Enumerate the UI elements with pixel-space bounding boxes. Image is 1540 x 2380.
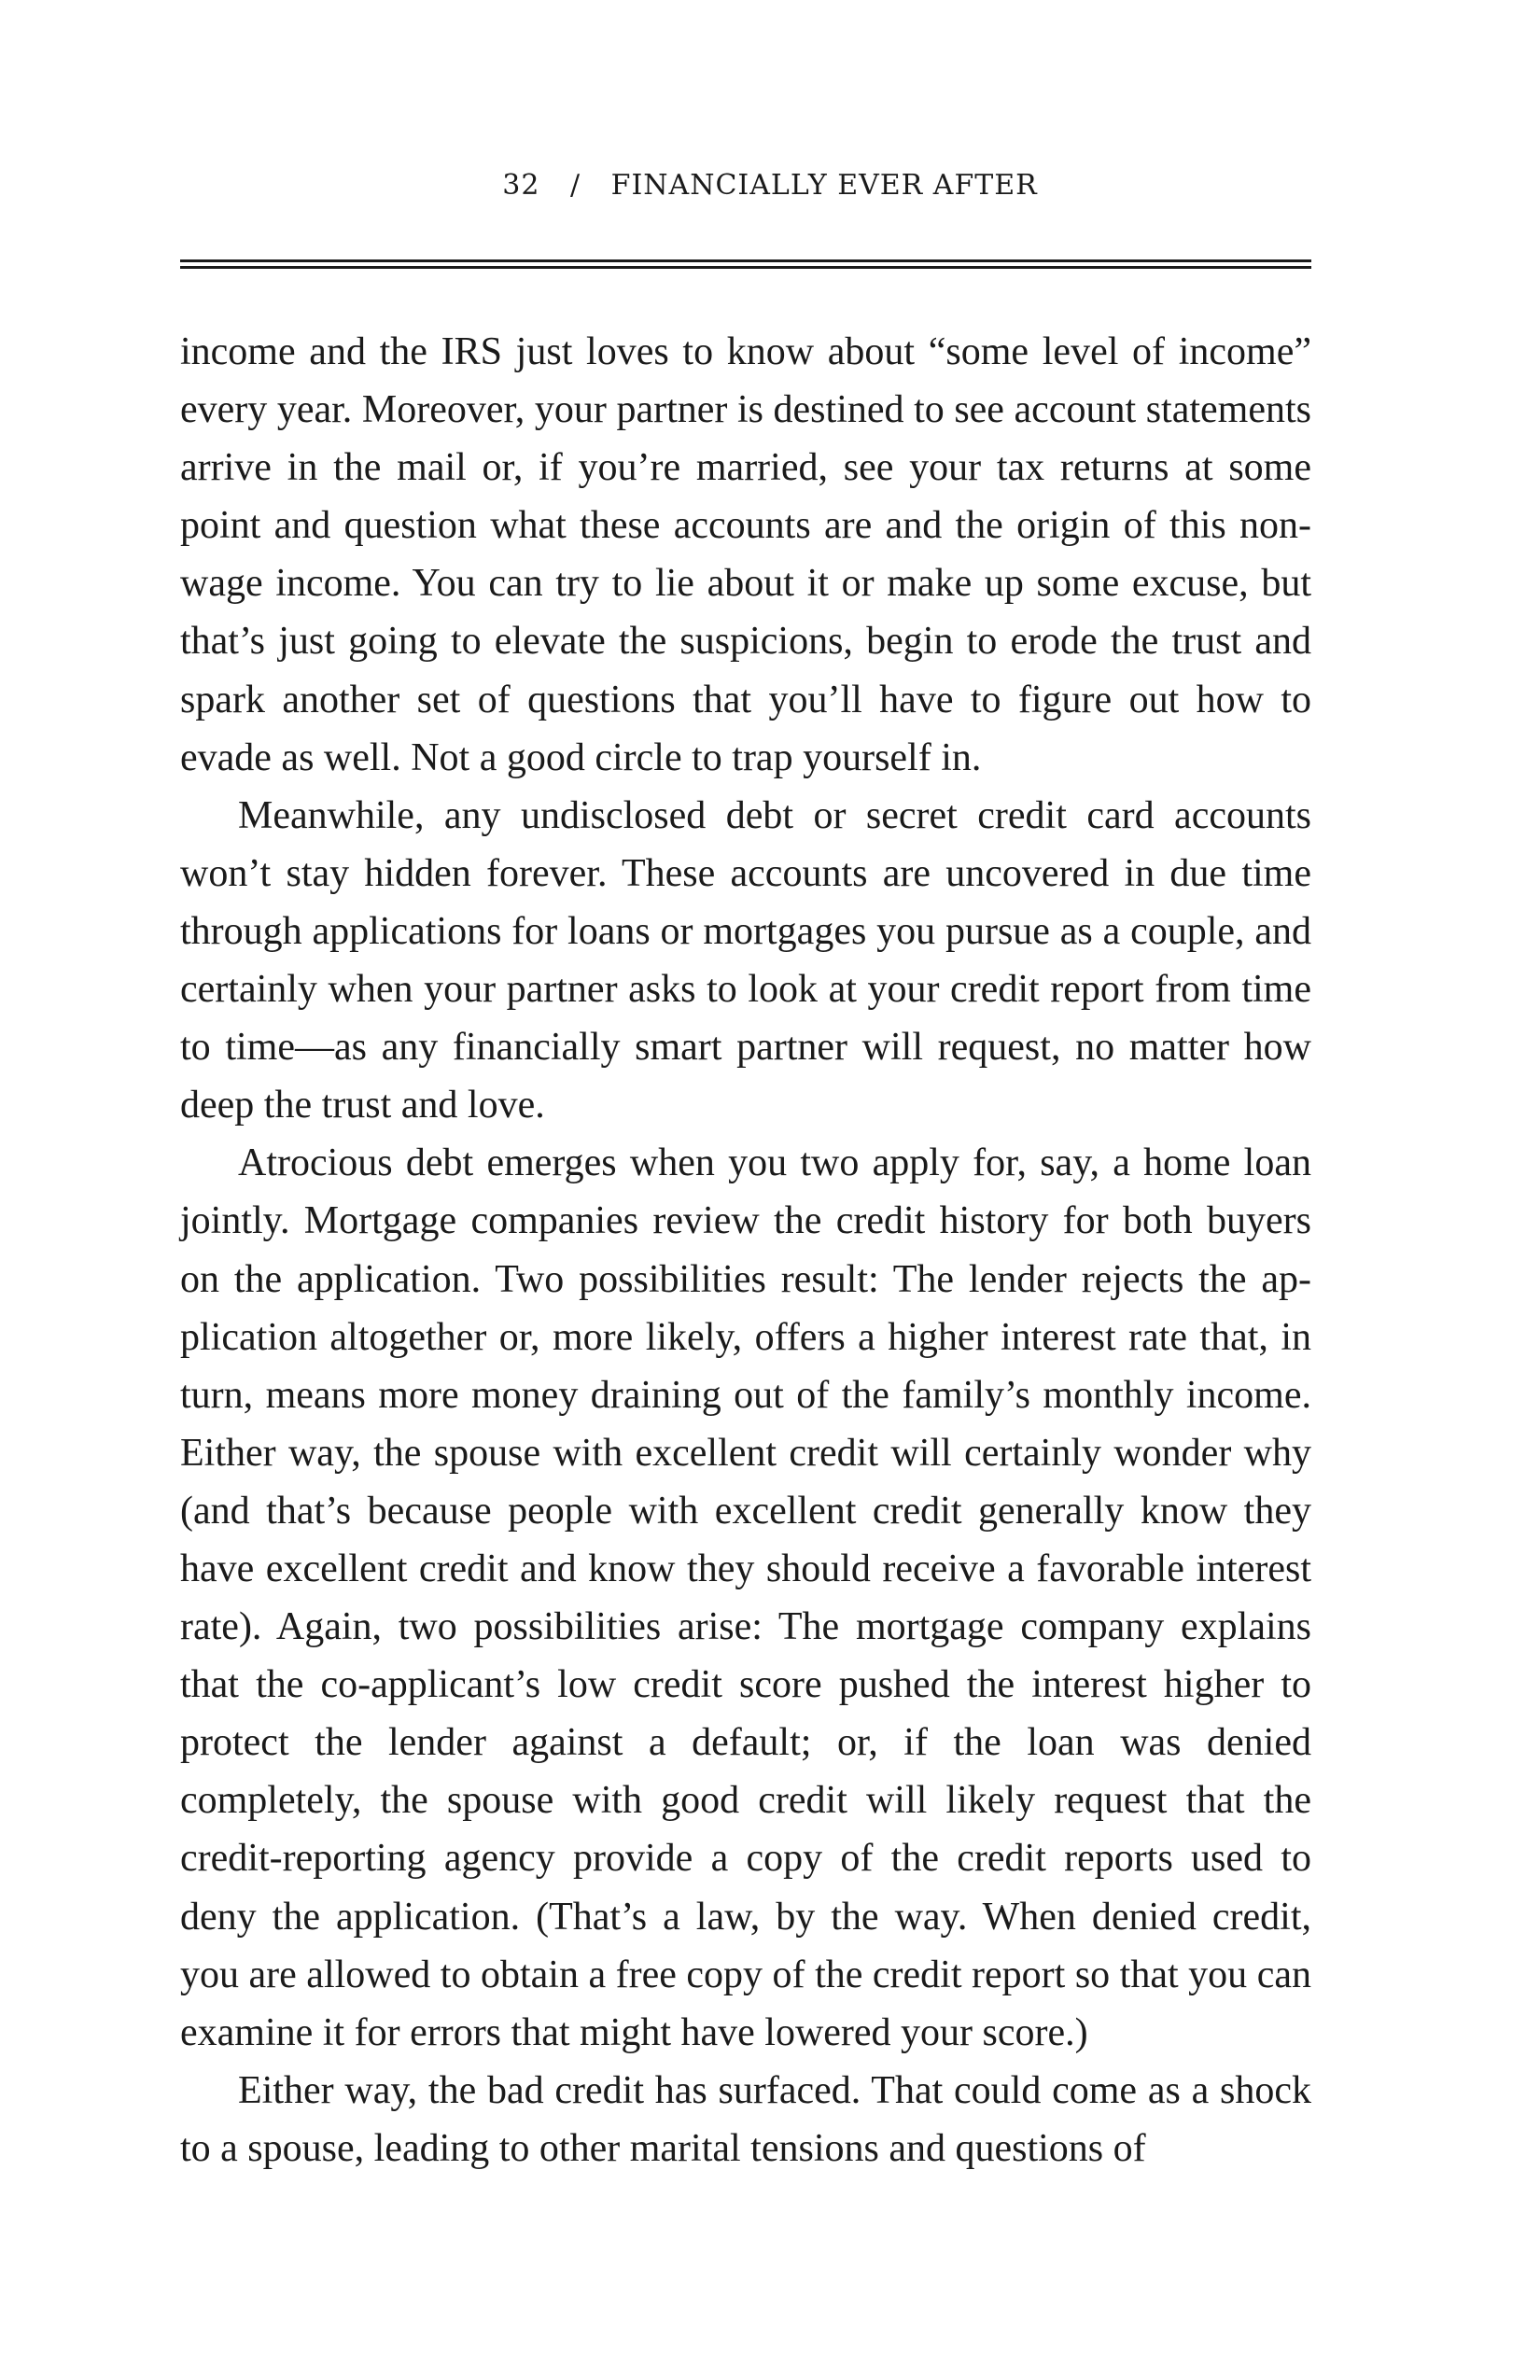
header-separator: / [569,169,581,202]
page-number: 32 [502,169,540,202]
paragraph-atrocious-debt: Atrocious debt emerges when you two apply for, say, a home loan jointly. Mortgage companies review the credit history for both buyers on the application. Two possibilities result: The lender rejects the application altogether or, more likely, offers a higher interest rate that, in turn, means more money draining out of the family’s monthly income. Either way, the spouse with excellent credit will certainly wonder why (and that’s because people with excellent credit generally know they have excellent credit and know they should receive a favorable interest rate). Again, two possibilities arise: The mortgage company explains that the co-applicant’s low credit score pushed the interest higher to protect the lender against a default; or, if the loan was denied completely, the spouse with good credit will likely request that the credit-reporting agency provide a copy of the credit reports used to deny the application. (That’s a law, by the way. When denied credit, you are allowed to obtain a free copy of the credit report so that you can examine it for errors that might have lowered your score.) [180,1141,1311,2054]
paragraph-continued: income and the IRS just loves to know about “some level of income” every year. Moreover, your partner is destined to see account statements arrive in the mail or, if you’re married, see your tax returns at some point and question what these accounts are and the origin of this non-wage income. You can try to lie about it or make up some excuse, but that’s just going to elevate the suspicions, begin to erode the trust and spark another set of questions that you’ll have to figure out how to evade as well. Not a good circle to trap yourself in. [180,330,1311,779]
book-title: FINANCIALLY EVER AFTER [610,169,1038,202]
header-double-rule [180,259,1311,269]
paragraph-bad-credit-surfaced: Either way, the bad credit has surfaced. That could come as a shock to a spouse, leading to other marital tensions and questions of [180,2068,1311,2170]
running-head [0,169,1540,202]
paragraph-undisclosed-debt: Meanwhile, any undisclosed debt or secret credit card accounts won’t stay hidden forever. These accounts are uncovered in due time through applications for loans or mortgages you pursue as a couple, and certainly when your partner asks to look at your credit report from time to time—as any financially smart partner will request, no matter how deep the trust and love. [180,793,1311,1127]
body-text [180,323,1311,2177]
